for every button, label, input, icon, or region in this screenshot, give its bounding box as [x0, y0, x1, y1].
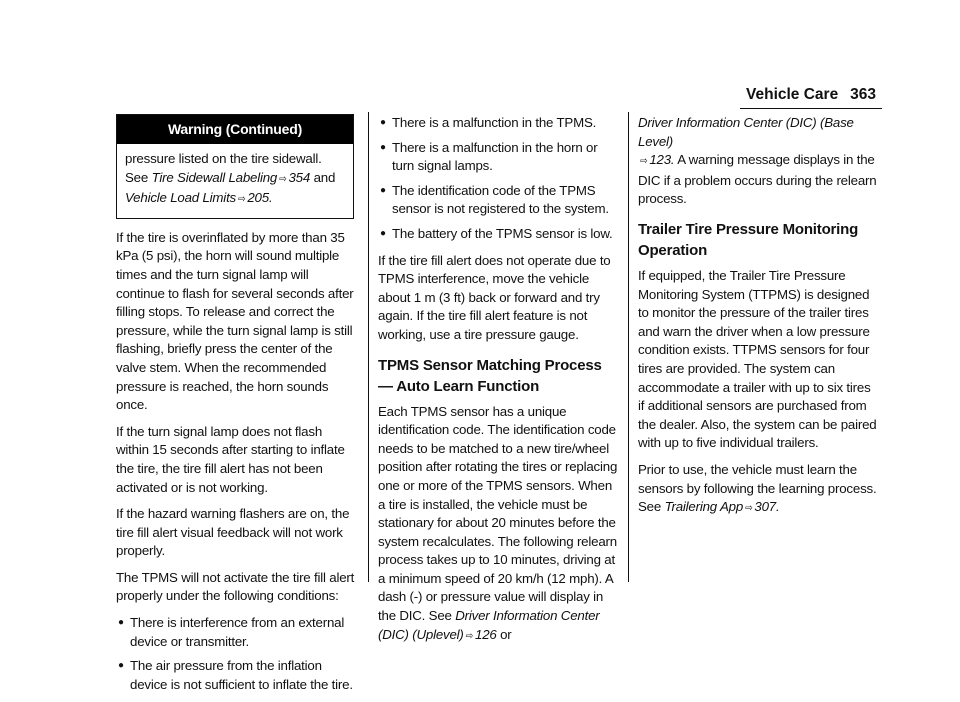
warning-body [117, 144, 353, 218]
page-ref-arrow-icon: ⇨ [465, 630, 473, 642]
paragraph: Driver Information Center (DIC) (Base Level) ⇨ 123. A warning message displays in the DIC if a problem occurs during the relearn process. [638, 115, 877, 207]
bullet-list [378, 114, 618, 244]
bullet-icon: ● [380, 117, 386, 128]
bullet-icon: ● [118, 660, 124, 672]
list-item: ● There is interference from an external device or transmitter. [118, 615, 345, 649]
xref-trailering-app[interactable]: Trailering App [664, 499, 744, 515]
warning-box [116, 114, 354, 219]
xref-page[interactable]: 205. [247, 190, 273, 206]
section-heading: Trailer Tire Pressure Monitoring Operation [638, 220, 859, 259]
paragraph: Prior to use, the vehicle must learn the sensors by following the learning process. See Trailering App ⇨ 307. [638, 461, 877, 515]
page-ref-arrow-icon: ⇨ [745, 503, 753, 515]
list-item: ● The battery of the TPMS sensor is low. [378, 225, 618, 244]
list-item: ● There is a malfunction in the TPMS. [378, 114, 618, 133]
xref-page[interactable]: 126 [475, 626, 497, 642]
page-ref-arrow-icon: ⇨ [640, 156, 648, 168]
paragraph: The TPMS will not activate the tire fill alert properly under the following conditions: [116, 569, 355, 604]
bullet-icon: ● [118, 617, 124, 629]
and-text: and [313, 169, 336, 185]
xref-page[interactable]: 307. [754, 499, 780, 515]
xref-tire-sidewall-labeling[interactable]: Tire Sidewall Labeling [151, 169, 278, 185]
bullet-icon: ● [380, 184, 386, 196]
xref-dic-uplevel[interactable]: Driver Information Center (DIC) (Uplevel) [378, 608, 600, 642]
section-title: Vehicle Care [746, 86, 839, 103]
column-divider [368, 112, 369, 582]
column-3 [638, 114, 878, 527]
paragraph: If the tire fill alert does not operate due to TPMS interference, move the vehicle about 1 m (3 ft) back or forward and try again. If the tire fill alert feature is not working, use a tire pressure gauge. [378, 252, 611, 342]
list-item: ● The identification code of the TPMS sensor is not registered to the system. [380, 182, 609, 217]
column-1 [116, 114, 356, 702]
column-divider [628, 112, 629, 582]
paragraph: Each TPMS sensor has a unique identification code. The identification code needs to be matched to a new tire/wheel position after rotating the tires or replacing one or more of the TPMS sensors. When a tire is installed, the vehicle must be stationary for about 20 minutes before the system recalculates. The following relearn process takes up to 10 minutes, driving at a minimum speed of 20 km/h (12 mph). A dash (-) or pressure value will display in the DIC. See Driver Information Center (DIC) (Uplevel) ⇨ 126 or [378, 403, 618, 642]
paragraph: If the hazard warning flashers are on, the tire fill alert visual feedback will not work properly. [116, 506, 350, 559]
xref-page[interactable]: 123. [649, 152, 675, 168]
paragraph: If equipped, the Trailer Tire Pressure Monitoring System (TTPMS) is designed to monitor the pressure of the trailer tires and warn the driver when a low pressure condition exists. TTPMS sensors for four tires are provided. The system can accommodate a trailer with up to six tires if additional sensors are purchased from the dealer. Also, the system can be paired with up to five individual trailers. [638, 267, 877, 451]
bullet-list [116, 614, 356, 694]
paragraph: If the turn signal lamp does not flash within 15 seconds after starting to inflate the tire, the tire fill alert has not been activated or is not working. [116, 423, 345, 495]
list-item: ● The air pressure from the inflation device is not sufficient to inflate the tire. [118, 658, 353, 692]
bullet-icon: ● [380, 141, 386, 153]
paragraph: If the tire is overinflated by more than 35 kPa (5 psi), the horn will sound multiple times and the turn signal lamp will continue to flash for several seconds after filling stops. To release and correct the pressure, while the turn signal lamp is still flashing, briefly press the center of the valve stem. When the recommended pressure is reached, the horn sounds once. [116, 229, 354, 413]
page-header [746, 86, 876, 108]
bullet-icon: ● [380, 227, 386, 239]
xref-page[interactable]: 354 [288, 169, 311, 185]
header-rule [740, 108, 882, 109]
page-ref-arrow-icon: ⇨ [238, 194, 246, 206]
section-heading: TPMS Sensor Matching Process — Auto Learn Function [378, 356, 602, 395]
list-item: ● There is a malfunction in the horn or turn signal lamps. [380, 139, 598, 174]
xref-vehicle-load-limits[interactable]: Vehicle Load Limits [125, 190, 237, 206]
warning-text: pressure listed on the tire sidewall. See [125, 151, 322, 185]
xref-dic-base-level[interactable]: Driver Information Center (DIC) (Base Level) [638, 115, 854, 149]
page-number: 363 [850, 86, 876, 103]
page-ref-arrow-icon: ⇨ [279, 173, 287, 185]
warning-title: Warning (Continued) [117, 115, 353, 144]
column-2 [378, 114, 618, 654]
